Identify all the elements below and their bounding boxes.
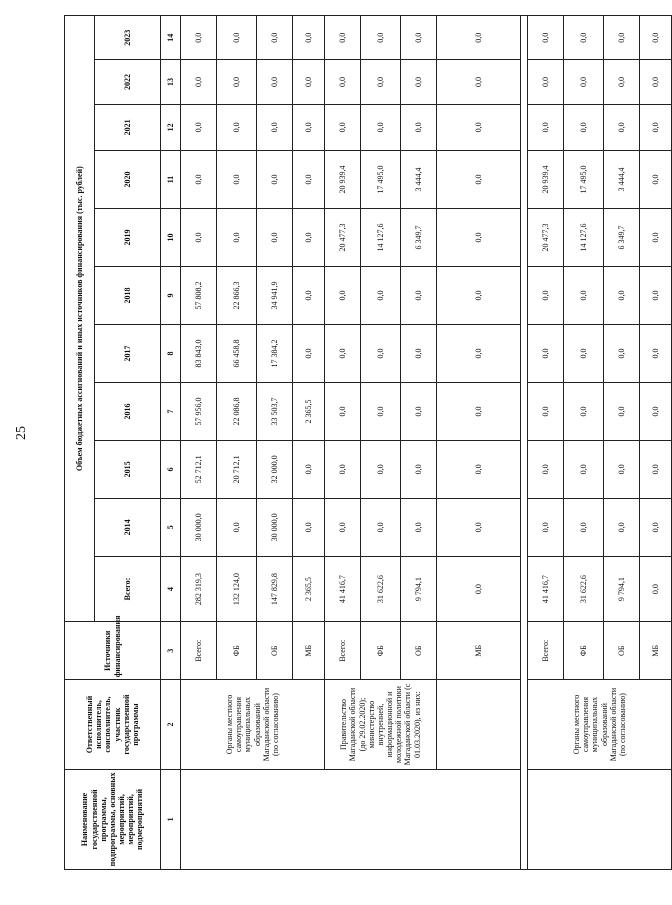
source-cell: ОБ bbox=[401, 622, 437, 680]
value-cell: 20 477,3 bbox=[528, 208, 564, 266]
header-year: 2023 bbox=[95, 16, 161, 60]
table-row bbox=[437, 16, 521, 870]
value-cell: 0,0 bbox=[564, 382, 604, 440]
value-cell: 0,0 bbox=[293, 104, 325, 150]
value-cell: 22 086,8 bbox=[217, 382, 257, 440]
value-cell: 0,0 bbox=[257, 16, 293, 60]
value-cell: 0,0 bbox=[361, 440, 401, 498]
value-cell: 52 712,1 bbox=[181, 440, 217, 498]
group-separator bbox=[521, 16, 528, 870]
column-number: 2 bbox=[161, 680, 181, 770]
total-cell: 147 829,8 bbox=[257, 556, 293, 621]
value-cell: 0,0 bbox=[564, 498, 604, 556]
value-cell: 0,0 bbox=[401, 498, 437, 556]
value-cell: 6 349,7 bbox=[401, 208, 437, 266]
value-cell: 0,0 bbox=[604, 266, 640, 324]
value-cell: 0,0 bbox=[293, 440, 325, 498]
value-cell: 0,0 bbox=[257, 104, 293, 150]
executor-cell: Органы местного самоуправления муниципальных образований Магаданской области (по согласованию) bbox=[528, 680, 672, 770]
value-cell: 0,0 bbox=[640, 208, 672, 266]
value-cell: 0,0 bbox=[640, 324, 672, 382]
header-name: Наименование государственной программы, подпрограммы, основных мероприятий, мероприятий, подмероприятий bbox=[65, 769, 161, 869]
value-cell: 0,0 bbox=[401, 440, 437, 498]
total-cell: 0,0 bbox=[640, 556, 672, 621]
table-row bbox=[325, 16, 361, 870]
financing-table bbox=[64, 15, 672, 870]
header-year: 2018 bbox=[95, 266, 161, 324]
value-cell: 0,0 bbox=[325, 382, 361, 440]
value-cell: 0,0 bbox=[437, 498, 521, 556]
page-number: 25 bbox=[14, 426, 29, 440]
value-cell: 0,0 bbox=[181, 16, 217, 60]
column-number: 9 bbox=[161, 266, 181, 324]
value-cell: 0,0 bbox=[528, 440, 564, 498]
value-cell: 0,0 bbox=[564, 60, 604, 104]
value-cell: 0,0 bbox=[437, 382, 521, 440]
total-cell: 2 365,5 bbox=[293, 556, 325, 621]
value-cell: 0,0 bbox=[217, 208, 257, 266]
value-cell: 6 349,7 bbox=[604, 208, 640, 266]
value-cell: 0,0 bbox=[604, 440, 640, 498]
value-cell: 17 384,2 bbox=[257, 324, 293, 382]
value-cell: 34 941,9 bbox=[257, 266, 293, 324]
value-cell: 0,0 bbox=[564, 266, 604, 324]
executor-cell: Органы местного самоуправления муниципальных образований Магаданской области (по согласованию) bbox=[181, 680, 325, 770]
total-cell: 41 416,7 bbox=[325, 556, 361, 621]
column-number: 10 bbox=[161, 208, 181, 266]
header-executor: Ответственный исполнитель, соисполнитель, участник государственной программы bbox=[65, 680, 161, 770]
total-cell: 0,0 bbox=[437, 556, 521, 621]
source-cell: ФБ bbox=[361, 622, 401, 680]
value-cell: 0,0 bbox=[361, 16, 401, 60]
value-cell: 20 939,4 bbox=[325, 151, 361, 209]
total-cell: 132 124,0 bbox=[217, 556, 257, 621]
header-year: 2019 bbox=[95, 208, 161, 266]
value-cell: 0,0 bbox=[361, 266, 401, 324]
column-number: 14 bbox=[161, 16, 181, 60]
total-cell: 31 622,6 bbox=[361, 556, 401, 621]
value-cell: 0,0 bbox=[564, 440, 604, 498]
value-cell: 22 866,3 bbox=[217, 266, 257, 324]
value-cell: 17 495,0 bbox=[361, 151, 401, 209]
value-cell: 0,0 bbox=[293, 498, 325, 556]
value-cell: 0,0 bbox=[528, 16, 564, 60]
value-cell: 0,0 bbox=[401, 60, 437, 104]
source-cell: Всего: bbox=[325, 622, 361, 680]
executor-cell-empty bbox=[437, 680, 521, 770]
header-year: 2021 bbox=[95, 104, 161, 150]
financing-table-rotated bbox=[64, 15, 660, 870]
total-cell: 9 794,1 bbox=[604, 556, 640, 621]
column-number: 5 bbox=[161, 498, 181, 556]
header-year: 2017 bbox=[95, 324, 161, 382]
source-cell: Всего: bbox=[181, 622, 217, 680]
value-cell: 20 477,3 bbox=[325, 208, 361, 266]
value-cell: 0,0 bbox=[361, 60, 401, 104]
value-cell: 0,0 bbox=[181, 104, 217, 150]
value-cell: 0,0 bbox=[437, 16, 521, 60]
source-cell: Всего: bbox=[528, 622, 564, 680]
value-cell: 0,0 bbox=[640, 60, 672, 104]
value-cell: 0,0 bbox=[401, 324, 437, 382]
value-cell: 0,0 bbox=[640, 151, 672, 209]
value-cell: 0,0 bbox=[325, 440, 361, 498]
total-cell: 282 319,3 bbox=[181, 556, 217, 621]
executor-cell: Правительство Магаданской области (до 29.02.2020); министерство внутренней, информационной и молодежной политики Магаданской области (с 01.03.2020), из них: bbox=[325, 680, 437, 770]
value-cell: 0,0 bbox=[217, 104, 257, 150]
value-cell: 0,0 bbox=[604, 60, 640, 104]
value-cell: 0,0 bbox=[181, 60, 217, 104]
column-number: 1 bbox=[161, 769, 181, 869]
value-cell: 0,0 bbox=[528, 324, 564, 382]
column-number: 4 bbox=[161, 556, 181, 621]
value-cell: 2 365,5 bbox=[293, 382, 325, 440]
value-cell: 0,0 bbox=[604, 382, 640, 440]
value-cell: 0,0 bbox=[640, 104, 672, 150]
column-number: 3 bbox=[161, 622, 181, 680]
value-cell: 0,0 bbox=[528, 498, 564, 556]
value-cell: 3 444,4 bbox=[401, 151, 437, 209]
value-cell: 0,0 bbox=[361, 104, 401, 150]
value-cell: 20 712,1 bbox=[217, 440, 257, 498]
value-cell: 0,0 bbox=[564, 324, 604, 382]
value-cell: 0,0 bbox=[181, 151, 217, 209]
value-cell: 30 000,0 bbox=[181, 498, 217, 556]
value-cell: 0,0 bbox=[325, 60, 361, 104]
value-cell: 0,0 bbox=[401, 266, 437, 324]
source-cell: ОБ bbox=[257, 622, 293, 680]
value-cell: 0,0 bbox=[217, 16, 257, 60]
value-cell: 0,0 bbox=[604, 324, 640, 382]
value-cell: 0,0 bbox=[325, 16, 361, 60]
value-cell: 0,0 bbox=[257, 60, 293, 104]
header-year: 2014 bbox=[95, 498, 161, 556]
header-year: 2015 bbox=[95, 440, 161, 498]
value-cell: 57 808,2 bbox=[181, 266, 217, 324]
value-cell: 30 000,0 bbox=[257, 498, 293, 556]
header-year: 2022 bbox=[95, 60, 161, 104]
value-cell: 0,0 bbox=[361, 498, 401, 556]
value-cell: 0,0 bbox=[361, 382, 401, 440]
value-cell: 0,0 bbox=[640, 266, 672, 324]
value-cell: 0,0 bbox=[325, 324, 361, 382]
column-number: 8 bbox=[161, 324, 181, 382]
column-number: 6 bbox=[161, 440, 181, 498]
value-cell: 0,0 bbox=[293, 60, 325, 104]
value-cell: 0,0 bbox=[361, 324, 401, 382]
value-cell: 0,0 bbox=[401, 16, 437, 60]
value-cell: 0,0 bbox=[437, 440, 521, 498]
value-cell: 83 843,0 bbox=[181, 324, 217, 382]
source-cell: ФБ bbox=[564, 622, 604, 680]
header-total: Всего: bbox=[95, 556, 161, 621]
source-cell: МБ bbox=[437, 622, 521, 680]
value-cell: 0,0 bbox=[640, 440, 672, 498]
header-sources: Источники финансирования bbox=[65, 622, 161, 680]
value-cell: 0,0 bbox=[293, 208, 325, 266]
value-cell: 0,0 bbox=[325, 104, 361, 150]
total-cell: 31 622,6 bbox=[564, 556, 604, 621]
value-cell: 0,0 bbox=[293, 151, 325, 209]
value-cell: 0,0 bbox=[528, 60, 564, 104]
value-cell: 0,0 bbox=[325, 266, 361, 324]
value-cell: 3 444,4 bbox=[604, 151, 640, 209]
value-cell: 0,0 bbox=[528, 104, 564, 150]
value-cell: 20 939,4 bbox=[528, 151, 564, 209]
value-cell: 0,0 bbox=[217, 498, 257, 556]
value-cell: 0,0 bbox=[257, 208, 293, 266]
value-cell: 0,0 bbox=[293, 266, 325, 324]
value-cell: 0,0 bbox=[604, 498, 640, 556]
table-row bbox=[181, 16, 217, 870]
source-cell: МБ bbox=[640, 622, 672, 680]
value-cell: 0,0 bbox=[401, 382, 437, 440]
value-cell: 14 127,6 bbox=[361, 208, 401, 266]
value-cell: 0,0 bbox=[564, 16, 604, 60]
value-cell: 0,0 bbox=[604, 104, 640, 150]
value-cell: 0,0 bbox=[437, 208, 521, 266]
column-number: 7 bbox=[161, 382, 181, 440]
value-cell: 0,0 bbox=[528, 382, 564, 440]
value-cell: 0,0 bbox=[528, 266, 564, 324]
value-cell: 0,0 bbox=[437, 60, 521, 104]
value-cell: 33 503,7 bbox=[257, 382, 293, 440]
value-cell: 0,0 bbox=[437, 266, 521, 324]
value-cell: 0,0 bbox=[325, 498, 361, 556]
value-cell: 0,0 bbox=[604, 16, 640, 60]
value-cell: 0,0 bbox=[564, 104, 604, 150]
column-number: 11 bbox=[161, 151, 181, 209]
value-cell: 0,0 bbox=[293, 16, 325, 60]
value-cell: 17 495,0 bbox=[564, 151, 604, 209]
value-cell: 0,0 bbox=[293, 324, 325, 382]
total-cell: 41 416,7 bbox=[528, 556, 564, 621]
total-cell: 9 794,1 bbox=[401, 556, 437, 621]
name-cell bbox=[528, 769, 672, 869]
value-cell: 0,0 bbox=[217, 60, 257, 104]
name-cell bbox=[181, 769, 521, 869]
source-cell: ФБ bbox=[217, 622, 257, 680]
header-year: 2016 bbox=[95, 382, 161, 440]
value-cell: 14 127,6 bbox=[564, 208, 604, 266]
value-cell: 0,0 bbox=[437, 151, 521, 209]
column-number: 13 bbox=[161, 60, 181, 104]
column-number: 12 bbox=[161, 104, 181, 150]
value-cell: 0,0 bbox=[257, 151, 293, 209]
value-cell: 0,0 bbox=[640, 498, 672, 556]
value-cell: 0,0 bbox=[401, 104, 437, 150]
value-cell: 66 458,8 bbox=[217, 324, 257, 382]
value-cell: 0,0 bbox=[437, 324, 521, 382]
value-cell: 0,0 bbox=[437, 104, 521, 150]
header-volume: Объем бюджетных ассигнований и иных источников финансирования (тыс. рублей) bbox=[65, 16, 95, 622]
source-cell: ОБ bbox=[604, 622, 640, 680]
value-cell: 0,0 bbox=[640, 16, 672, 60]
source-cell: МБ bbox=[293, 622, 325, 680]
separator-cell bbox=[521, 16, 528, 870]
value-cell: 0,0 bbox=[640, 382, 672, 440]
value-cell: 32 000,0 bbox=[257, 440, 293, 498]
value-cell: 0,0 bbox=[217, 151, 257, 209]
value-cell: 0,0 bbox=[181, 208, 217, 266]
table-row bbox=[528, 16, 564, 870]
value-cell: 57 956,0 bbox=[181, 382, 217, 440]
header-year: 2020 bbox=[95, 151, 161, 209]
